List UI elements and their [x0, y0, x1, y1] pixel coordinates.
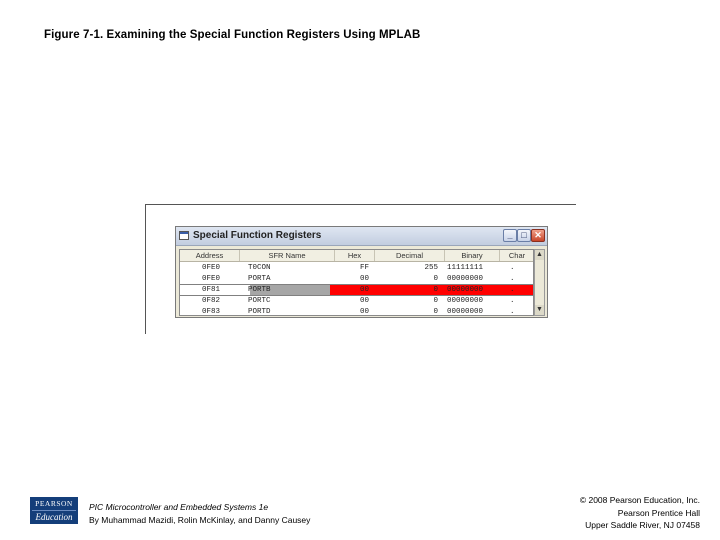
cell-sfr-name: T0CON [248, 264, 271, 272]
table-row-selected[interactable] [180, 285, 534, 295]
table-header [180, 250, 534, 262]
cell-char: . [510, 308, 515, 316]
logo-text-bottom: Education [32, 510, 76, 523]
cell-binary: 00000000 [447, 308, 484, 316]
cell-char: . [510, 286, 515, 294]
cell-hex: 00 [360, 275, 370, 283]
scroll-down-arrow-icon[interactable]: ▼ [536, 306, 543, 313]
window-title: Special Function Registers [193, 230, 322, 241]
column-header-sfr-name[interactable]: SFR Name [240, 250, 335, 261]
copyright-line: © 2008 Pearson Education, Inc. [579, 495, 700, 505]
cell-address: 0F83 [202, 308, 221, 316]
publisher-line: Pearson Prentice Hall [617, 507, 700, 518]
cell-address: 0F81 [202, 286, 221, 294]
column-header-decimal[interactable]: Decimal [375, 250, 445, 261]
cell-binary: 00000000 [447, 297, 484, 305]
column-header-hex[interactable]: Hex [335, 250, 375, 261]
cell-hex: 00 [360, 308, 370, 316]
book-credit [89, 501, 310, 527]
scroll-up-arrow-icon[interactable]: ▲ [536, 251, 543, 258]
table-row[interactable] [180, 307, 534, 316]
close-button[interactable]: ✕ [531, 229, 545, 242]
maximize-button[interactable]: □ [517, 229, 531, 242]
window-titlebar[interactable] [176, 227, 547, 246]
table-row[interactable] [180, 263, 534, 273]
cell-decimal: 255 [424, 264, 438, 272]
location-line: Upper Saddle River, NJ 07458 [585, 520, 700, 530]
cell-char: . [510, 297, 515, 305]
column-header-binary[interactable]: Binary [445, 250, 500, 261]
column-header-char[interactable]: Char [500, 250, 534, 261]
book-authors: By Muhammad Mazidi, Rolin McKinlay, and Danny Causey [89, 515, 311, 525]
cell-sfr-name: PORTC [248, 297, 271, 305]
copyright-block [580, 494, 700, 532]
cell-hex: FF [360, 264, 370, 272]
cell-sfr-name: PORTA [248, 275, 271, 283]
cell-decimal: 0 [433, 286, 438, 294]
cell-char: . [510, 275, 515, 283]
frame-left-border [145, 204, 146, 334]
cell-binary: 00000000 [447, 286, 484, 294]
cell-address: 0FE0 [202, 264, 221, 272]
window-icon [179, 231, 189, 240]
sfr-table [179, 249, 534, 316]
sfr-window [175, 226, 548, 318]
vertical-scrollbar[interactable] [534, 249, 545, 316]
cell-address: 0FE0 [202, 275, 221, 283]
cell-binary: 11111111 [447, 264, 484, 272]
cell-decimal: 0 [433, 275, 438, 283]
book-title: PIC Microcontroller and Embedded Systems 1e [89, 502, 269, 512]
column-header-address[interactable]: Address [180, 250, 240, 261]
logo-text-top: PEARSON [35, 499, 73, 508]
table-row[interactable] [180, 296, 534, 306]
minimize-button[interactable]: _ [503, 229, 517, 242]
figure-title: Figure 7-1. Examining the Special Function Registers Using MPLAB [44, 29, 421, 41]
cell-char: . [510, 264, 515, 272]
cell-address: 0F82 [202, 297, 221, 305]
cell-decimal: 0 [433, 297, 438, 305]
table-row[interactable] [180, 274, 534, 284]
cell-hex: 00 [360, 286, 370, 294]
cell-hex: 00 [360, 297, 370, 305]
frame-top-border [145, 204, 576, 205]
pearson-logo [30, 497, 78, 524]
cell-sfr-name: PORTD [248, 308, 271, 316]
cell-binary: 00000000 [447, 275, 484, 283]
cell-sfr-name: PORTB [248, 286, 271, 294]
cell-decimal: 0 [433, 308, 438, 316]
